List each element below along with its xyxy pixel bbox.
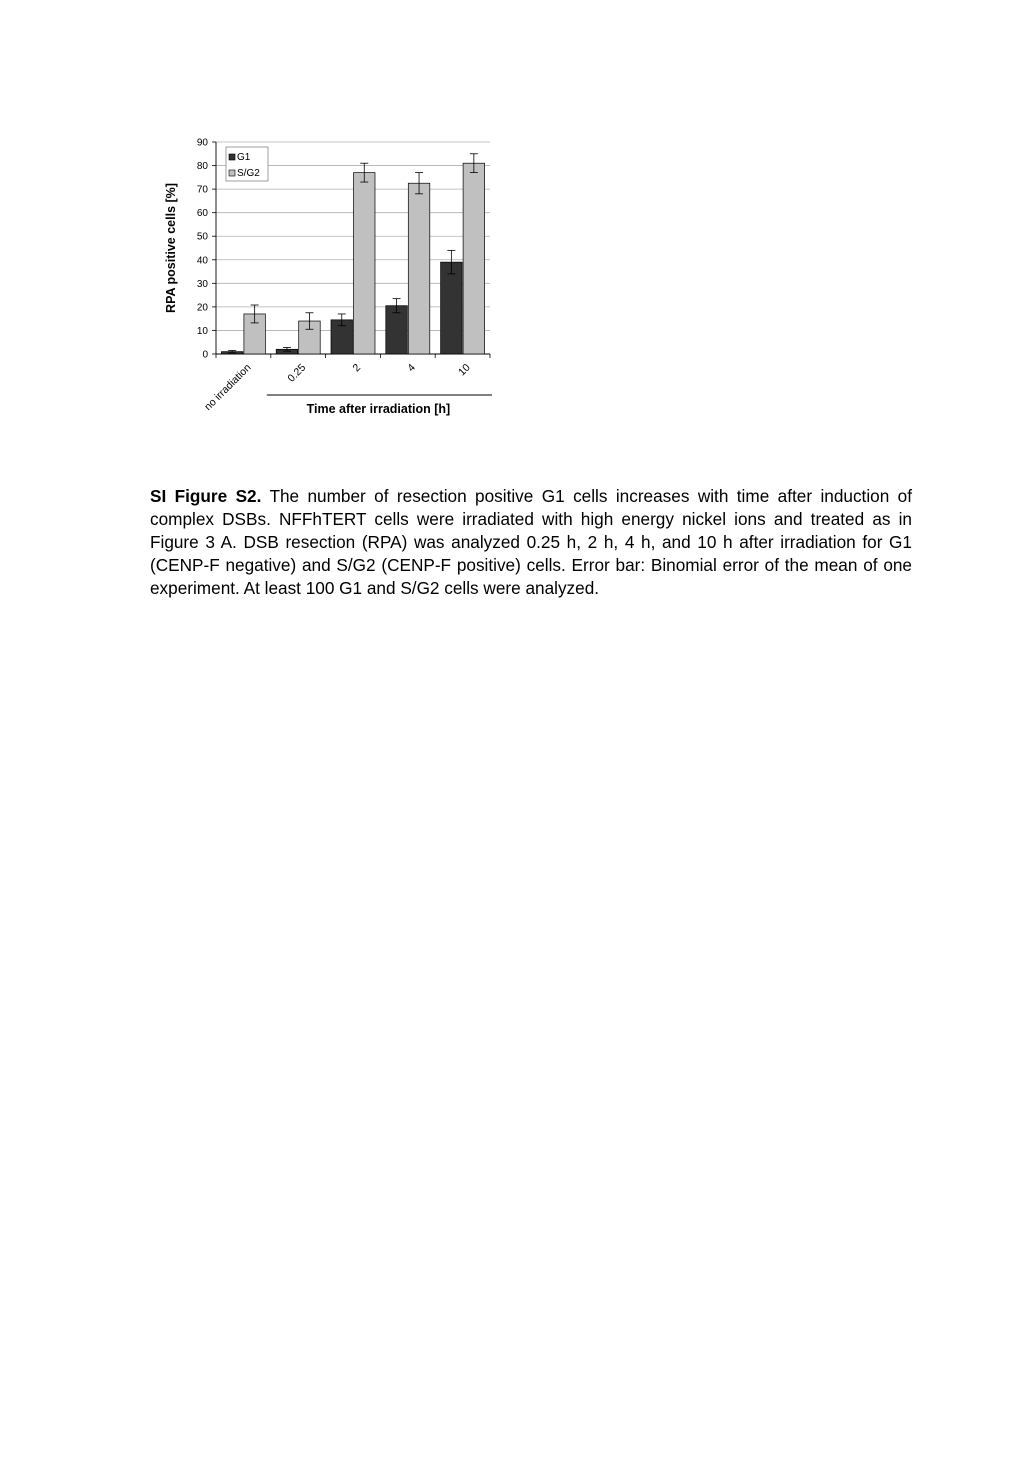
y-tick-label: 60	[196, 208, 208, 220]
y-tick-label: 90	[196, 137, 208, 149]
x-tick-label: 0.25	[285, 361, 309, 385]
bar-SG2-3	[408, 183, 430, 354]
x-axis-label: Time after irradiation [h]	[306, 402, 451, 416]
y-tick-label: 40	[196, 255, 208, 267]
x-tick-label: 10	[455, 361, 473, 379]
legend-swatch	[229, 170, 235, 176]
bar-SG2-2	[354, 173, 376, 354]
y-tick-label: 30	[196, 278, 208, 290]
figure-caption	[150, 485, 912, 600]
x-tick-label: 2	[350, 361, 364, 375]
x-tick-label: no irradiation	[202, 361, 254, 414]
legend-label: S/G2	[237, 168, 260, 179]
caption-text: The number of resection positive G1 cells increases with time after induction of complex DSBs. NFFhTERT cells were irradiated with high energy nickel ions and treated as in Figure 3 A. DSB resection (RPA) was analyzed 0.25 h, 2 h, 4 h, and 10 h after irradiation for G1 (CENP-F negative) and S/G2 (CENP-F positive) cells. Error bar: Binomial error of the mean of one experiment. At least 100 G1 and S/G2 cells were analyzed.	[150, 486, 912, 599]
y-axis-label: RPA positive cells [%]	[164, 183, 178, 313]
y-tick-label: 70	[196, 184, 208, 196]
legend-label: G1	[237, 152, 251, 163]
y-tick-label: 10	[196, 325, 208, 337]
bar-SG2-4	[463, 163, 485, 354]
y-tick-label: 0	[202, 349, 208, 361]
y-tick-label: 80	[196, 161, 208, 173]
figure-s2	[150, 125, 510, 425]
x-tick-label: 4	[405, 361, 418, 375]
caption-label: SI Figure S2.	[150, 486, 262, 507]
y-tick-label: 20	[196, 302, 208, 314]
rpa-bar-chart	[150, 125, 510, 425]
bar-G1-4	[441, 262, 463, 354]
y-tick-label: 50	[196, 231, 208, 243]
legend-swatch	[229, 154, 235, 160]
